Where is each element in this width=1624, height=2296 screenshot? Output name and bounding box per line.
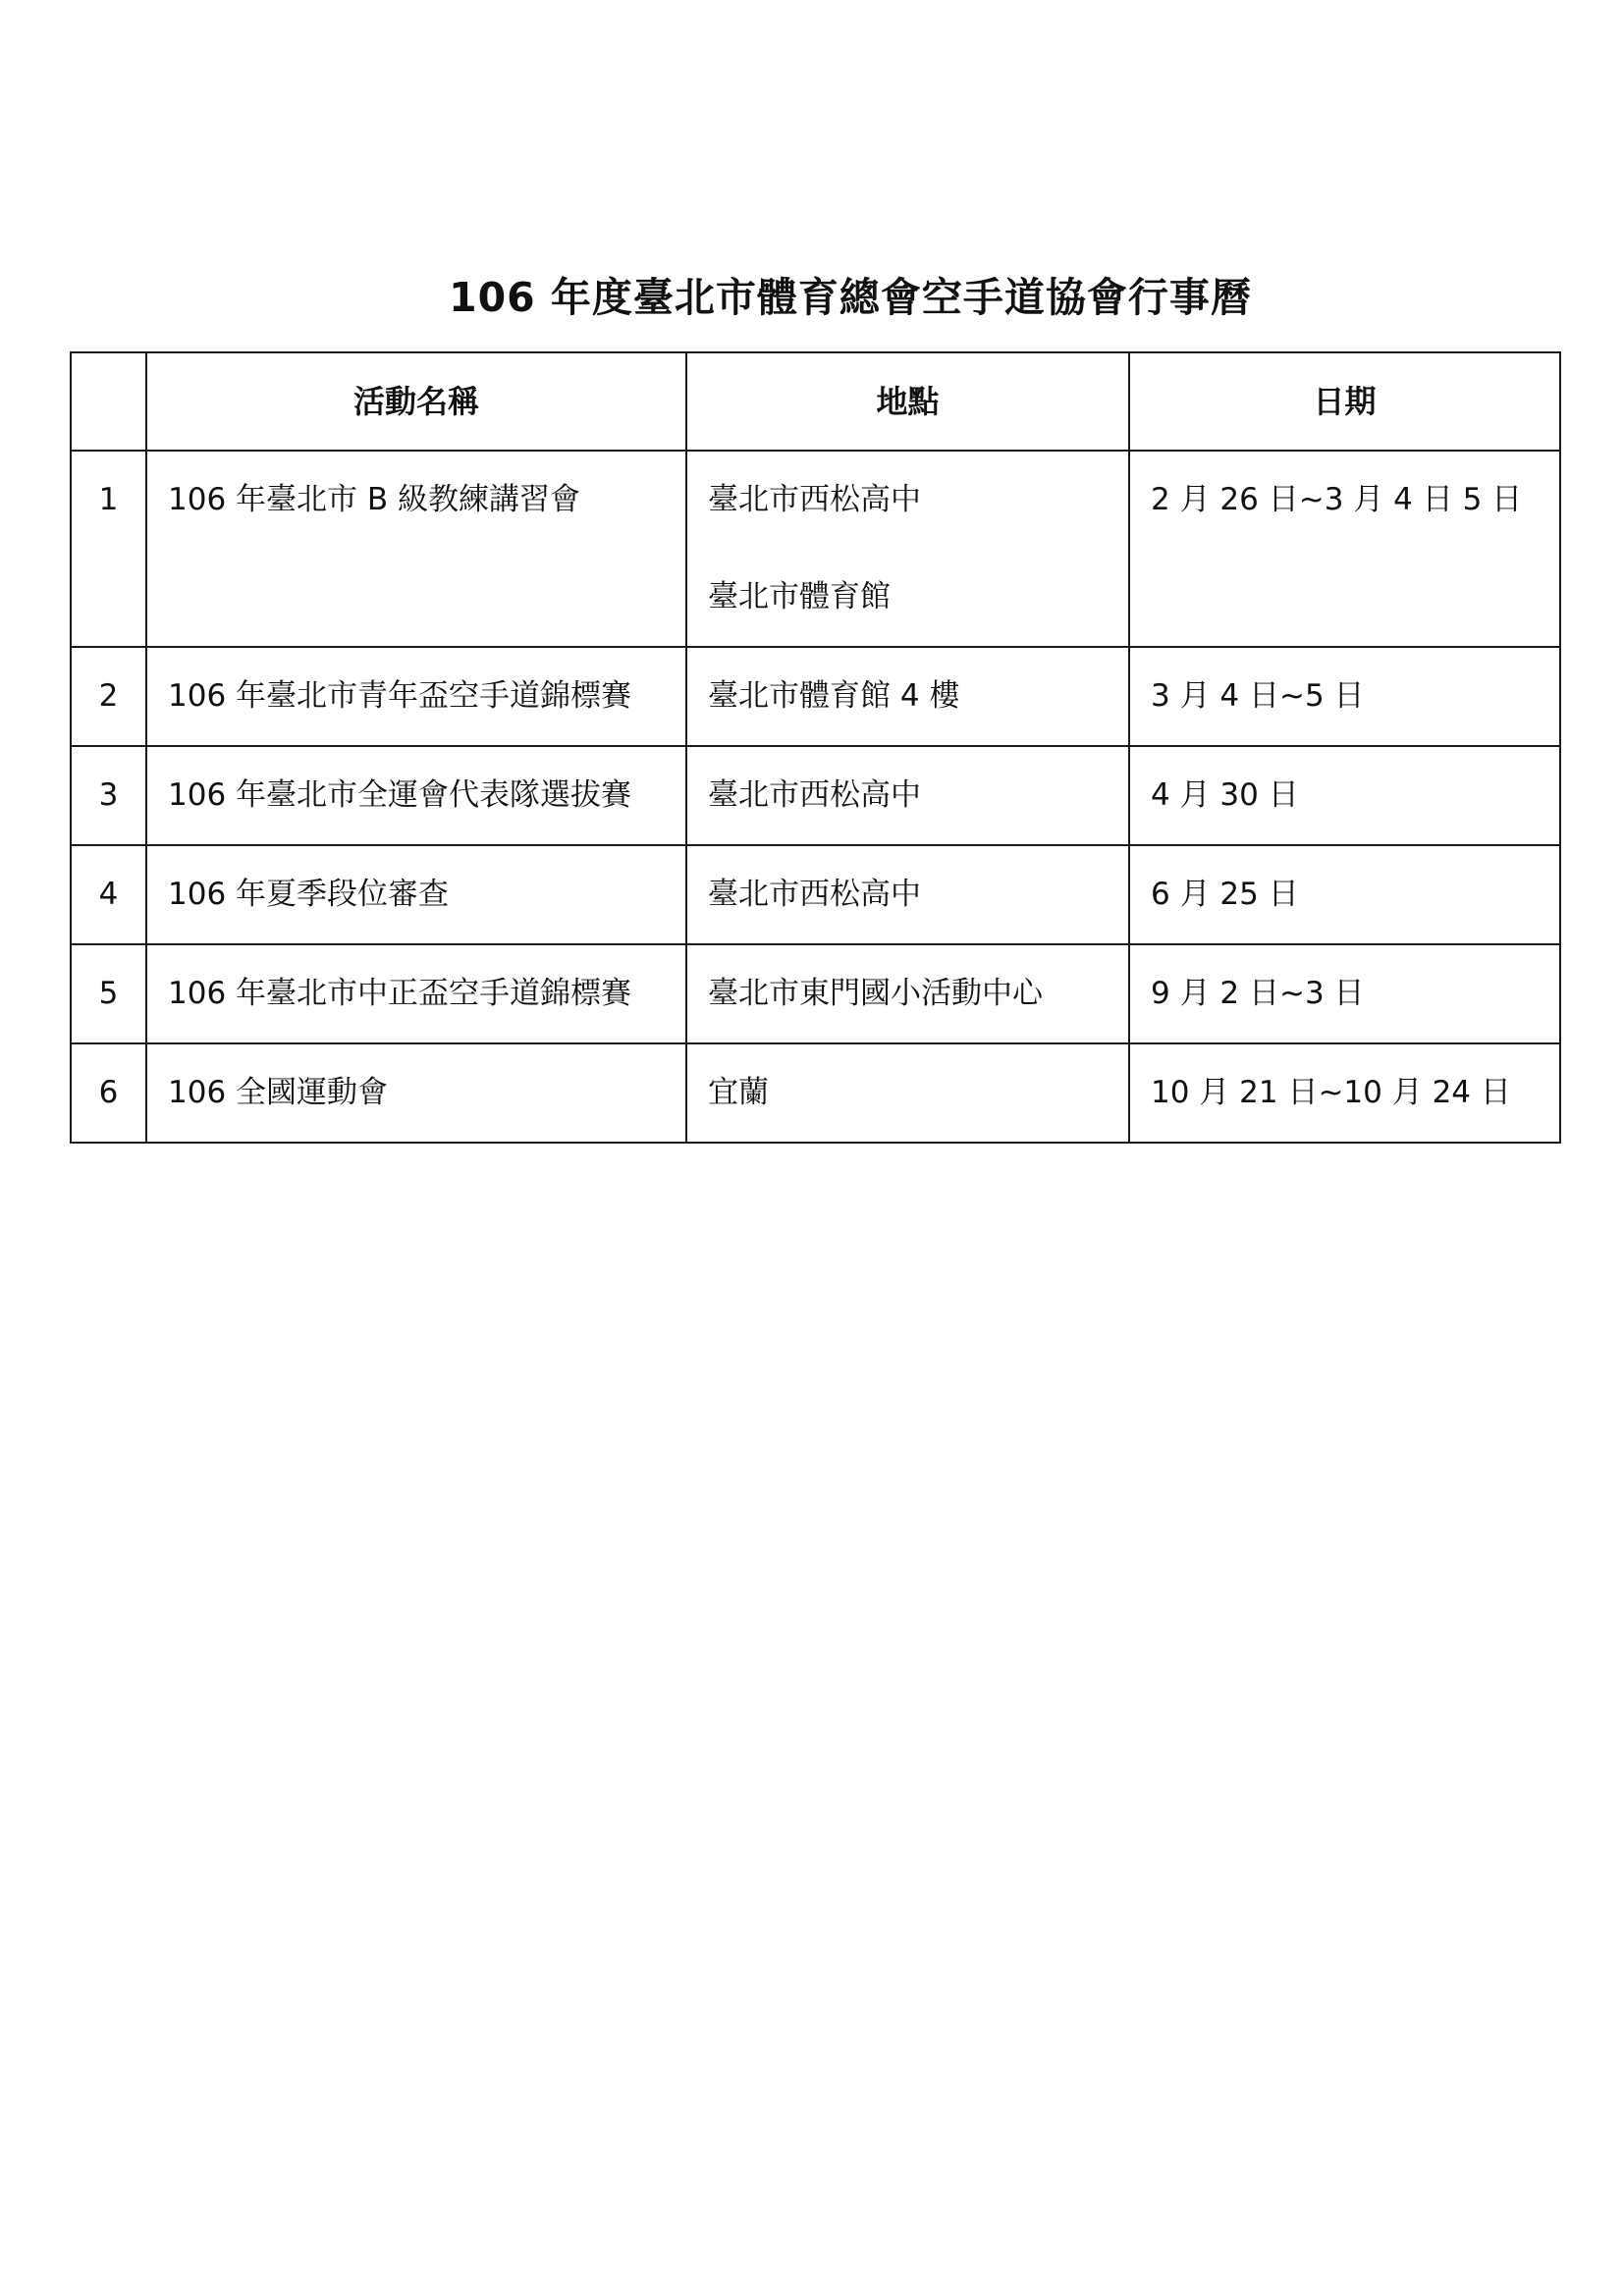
activity-name: 106 年臺北市青年盃空手道錦標賽 [168, 678, 632, 714]
date-cell [1129, 451, 1560, 647]
location: 臺北市西松高中 [708, 482, 921, 517]
activity-cell [146, 1043, 686, 1143]
table-row [71, 746, 1560, 845]
date: 3 月 4 日~5 日 [1151, 678, 1365, 714]
schedule-table [70, 351, 1561, 1144]
table-row [71, 451, 1560, 647]
date: 2 月 26 日~3 月 4 日 5 日 [1151, 482, 1523, 517]
column-header-number [71, 352, 146, 451]
activity-cell [146, 746, 686, 845]
table-row [71, 1043, 1560, 1143]
page-title: 106 年度臺北市體育總會空手道協會行事曆 [449, 274, 1252, 321]
column-header-date: 日期 [1129, 352, 1560, 451]
activity-name: 106 全國運動會 [168, 1075, 389, 1110]
table-row [71, 845, 1560, 944]
row-number: 3 [98, 777, 119, 813]
activity-cell [146, 944, 686, 1043]
activity-name: 106 年臺北市中正盃空手道錦標賽 [168, 976, 632, 1011]
location-cell [686, 451, 1129, 647]
row-number: 2 [98, 678, 119, 714]
row-number: 5 [98, 976, 119, 1011]
table-header-row [71, 352, 1560, 451]
location-cell [686, 746, 1129, 845]
date-cell [1129, 746, 1560, 845]
date-cell [1129, 1043, 1560, 1143]
activity-name: 106 年臺北市全運會代表隊選拔賽 [168, 777, 632, 813]
row-number-cell [71, 845, 146, 944]
date: 10 月 21 日~10 月 24 日 [1151, 1075, 1511, 1110]
date: 4 月 30 日 [1151, 777, 1299, 813]
row-number-cell [71, 1043, 146, 1143]
activity-name: 106 年夏季段位審查 [168, 877, 450, 912]
location: 宜蘭 [708, 1075, 769, 1110]
table-row [71, 647, 1560, 746]
location: 臺北市西松高中 [708, 877, 921, 912]
location-cell [686, 944, 1129, 1043]
activity-cell [146, 451, 686, 647]
row-number: 4 [98, 877, 119, 912]
date-cell [1129, 845, 1560, 944]
date-cell [1129, 647, 1560, 746]
row-number-cell [71, 944, 146, 1043]
row-number-cell [71, 746, 146, 845]
table-row [71, 944, 1560, 1043]
date: 6 月 25 日 [1151, 877, 1299, 912]
column-header-location: 地點 [686, 352, 1129, 451]
row-number: 6 [98, 1075, 119, 1110]
column-header-activity: 活動名稱 [146, 352, 686, 451]
activity-name: 106 年臺北市 B 級教練講習會 [168, 482, 580, 517]
row-number-cell [71, 451, 146, 647]
location: 臺北市西松高中 [708, 777, 921, 813]
date-cell [1129, 944, 1560, 1043]
row-number-cell [71, 647, 146, 746]
row-number: 1 [98, 482, 119, 517]
location-cell [686, 845, 1129, 944]
location-secondary: 臺北市體育館 [708, 579, 891, 614]
date: 9 月 2 日~3 日 [1151, 976, 1365, 1011]
location: 臺北市東門國小活動中心 [708, 976, 1043, 1011]
location-cell [686, 647, 1129, 746]
location-cell [686, 1043, 1129, 1143]
location: 臺北市體育館 4 樓 [708, 678, 960, 714]
activity-cell [146, 647, 686, 746]
activity-cell [146, 845, 686, 944]
